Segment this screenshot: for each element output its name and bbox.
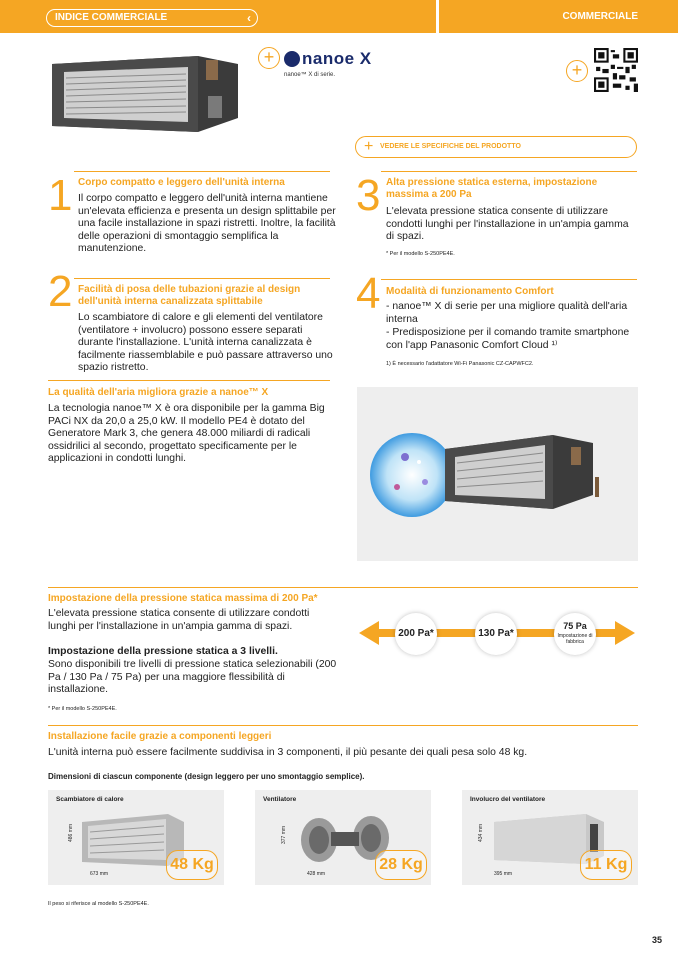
top-bar-divider bbox=[436, 0, 439, 33]
feature-text: L'elevata pressione statica consente di utilizzare condotti lunghi per l'installazione in un'ampia gamma di spazi. bbox=[386, 206, 629, 243]
feature-number: 2 bbox=[48, 267, 73, 316]
width-dimension: 428 mm bbox=[307, 871, 326, 877]
nanoe-unit-image bbox=[357, 387, 638, 561]
pressure-level-75 bbox=[554, 613, 596, 655]
feature-title: Modalità di funzionamento Comfort bbox=[386, 286, 554, 297]
component-label: Involucro del ventilatore bbox=[470, 796, 546, 803]
components-footnote: Il peso si riferisce al modello S-250PE4E. bbox=[48, 901, 149, 907]
nanoe-subtitle: nanoe™ X di serie. bbox=[284, 72, 336, 78]
nanoe-illustration bbox=[357, 387, 638, 561]
pressure-note: * Per il modello S-250PE4E. bbox=[48, 706, 117, 712]
product-specs-button[interactable] bbox=[355, 136, 637, 158]
weight-badge: 28 Kg bbox=[375, 850, 427, 880]
width-dimension: 395 mm bbox=[494, 871, 513, 877]
pressure-text-levels: Sono disponibili tre livelli di pressione statica selezionabili (200 Pa / 130 Pa / 75 Pa) per una maggiore flessibilità di installazione. bbox=[48, 659, 337, 696]
feature-text: Il corpo compatto e leggero dell'unità interna mantiene un'elevata efficienza e presenta un design splittabile per una facile installazione in spazi ristretti. Inoltre, la facilità delle operazioni di smontaggio semplifica la manutenzione. bbox=[78, 193, 336, 255]
nanoe-logo bbox=[284, 48, 414, 70]
height-dimension: 434 mm bbox=[478, 823, 485, 843]
feature-note: * Per il modello S-250PE4E. bbox=[386, 251, 455, 257]
add-icon: + bbox=[566, 60, 588, 82]
add-icon: + bbox=[258, 47, 280, 69]
feature-title: Corpo compatto e leggero dell'unità interna bbox=[78, 177, 285, 188]
components-text: L'unità interna può essere facilmente suddivisa in 3 componenti, il più pesante dei quali pesa solo 48 kg. bbox=[48, 747, 528, 758]
page-number: 35 bbox=[651, 935, 662, 945]
duct-unit-image bbox=[48, 46, 243, 134]
divider bbox=[381, 171, 637, 172]
index-nav-label: INDICE COMMERCIALE bbox=[55, 12, 168, 23]
component-card bbox=[48, 790, 224, 885]
divider bbox=[48, 725, 638, 726]
index-nav-pill[interactable] bbox=[46, 9, 258, 27]
divider bbox=[74, 171, 330, 172]
product-specs-label: VEDERE LE SPECIFICHE DEL PRODOTTO bbox=[380, 143, 521, 150]
component-label: Ventilatore bbox=[263, 796, 297, 803]
feature-bullet: - nanoe™ X di serie per una migliore qualità dell'aria interna bbox=[386, 301, 628, 325]
nanoe-logo-text: nanoe X bbox=[302, 49, 372, 68]
top-bar bbox=[0, 0, 678, 33]
components-subtitle: Dimensioni di ciascun componente (design leggero per uno smontaggio semplice). bbox=[48, 772, 365, 781]
pressure-subtitle: Impostazione della pressione statica a 3 livelli. bbox=[48, 646, 278, 657]
feature-number: 4 bbox=[356, 269, 381, 318]
feature-title: Alta pressione statica esterna, impostazione massima a 200 Pa bbox=[386, 177, 598, 200]
feature-bullet: - Predisposizione per il comando tramite smartphone con l'app Panasonic Comfort Cloud ¹⁾ bbox=[386, 327, 630, 351]
divider bbox=[74, 278, 330, 279]
pressure-title: Impostazione della pressione statica massima di 200 Pa* bbox=[48, 593, 318, 604]
divider bbox=[48, 380, 330, 381]
pressure-level-130: 130 Pa* bbox=[475, 613, 517, 655]
component-card bbox=[462, 790, 638, 885]
pressure-level-75-value: 75 Pa bbox=[563, 621, 587, 631]
weight-badge: 11 Kg bbox=[580, 850, 632, 880]
divider bbox=[48, 587, 638, 588]
components-title: Installazione facile grazie a componenti leggeri bbox=[48, 731, 272, 742]
feature-number: 3 bbox=[356, 171, 381, 220]
air-quality-text: La tecnologia nanoe™ X è ora disponibile per la gamma Big PACi NX da 20,0 a 25,0 kW. Il modello PE4 è dotato del Generatore Mark 3, che genera 48.000 miliardi di radicali ossidrilici al secondo, progettato specificamente per le applicazioni in condotti lunghi. bbox=[48, 403, 325, 465]
qr-code[interactable] bbox=[594, 48, 638, 92]
feature-text: Lo scambiatore di calore e gli elementi del ventilatore (ventilatore + involucro) possono essere separati durante l'installazione. L'unità interna canalizzata è facilmente riassemblabile e può passare attraverso uno spazio ristretto. bbox=[78, 312, 333, 374]
weight-badge: 48 Kg bbox=[166, 850, 218, 880]
chevron-left-icon: ‹ bbox=[247, 11, 251, 25]
divider bbox=[381, 279, 637, 280]
height-dimension: 486 mm bbox=[68, 823, 75, 843]
component-card bbox=[255, 790, 431, 885]
pressure-level-200: 200 Pa* bbox=[395, 613, 437, 655]
height-dimension: 377 mm bbox=[281, 825, 288, 845]
air-quality-title: La qualità dell'aria migliora grazie a nanoe™ X bbox=[48, 387, 269, 398]
factory-setting-label: Impostazione di fabbrica bbox=[557, 633, 593, 645]
feature-note: 1) È necessario l'adattatore Wi-Fi Panasonic CZ-CAPWFC2. bbox=[386, 361, 534, 367]
nanoe-logo-mark bbox=[284, 51, 300, 67]
feature-number: 1 bbox=[48, 171, 73, 220]
pressure-levels-graphic bbox=[357, 609, 637, 659]
section-label: COMMERCIALE bbox=[562, 11, 638, 22]
width-dimension: 673 mm bbox=[90, 871, 109, 877]
component-label: Scambiatore di calore bbox=[56, 796, 124, 803]
plus-icon: + bbox=[364, 138, 374, 155]
pressure-text: L'elevata pressione statica consente di utilizzare condotti lunghi per l'installazione in un'ampia gamma di spazi. bbox=[48, 608, 310, 632]
feature-title: Facilità di posa delle tubazioni grazie al design dell'unità interna canalizzata splittabile bbox=[78, 284, 301, 307]
